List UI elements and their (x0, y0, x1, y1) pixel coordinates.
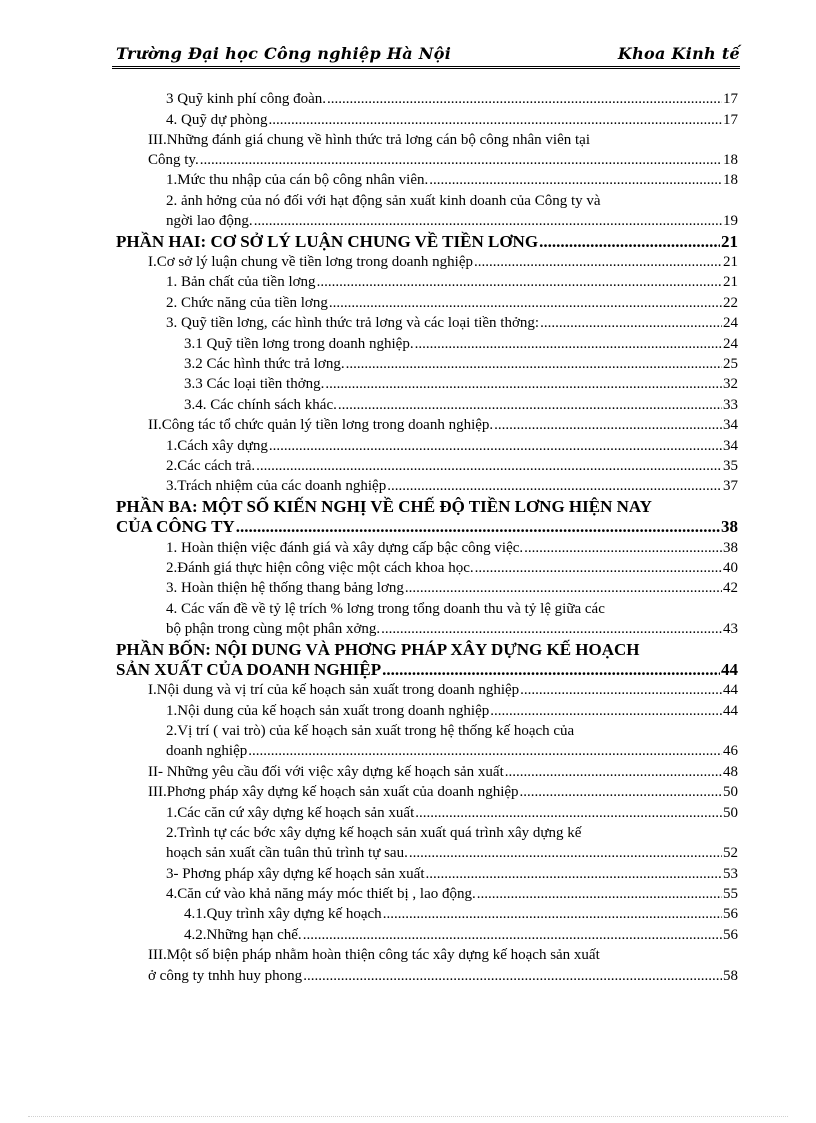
toc-entry-page: 34 (723, 417, 738, 433)
toc-entry-page: 35 (723, 458, 738, 474)
toc-leader-dots (303, 926, 722, 944)
toc-entry[interactable] (166, 804, 738, 822)
toc-entry[interactable] (166, 437, 738, 455)
toc-entry-page: 44 (723, 703, 738, 719)
toc-entry-page: 55 (723, 886, 738, 902)
toc-leader-dots (520, 681, 722, 699)
toc-leader-dots (540, 314, 722, 332)
toc-entry-title: doanh nghiệp (166, 743, 248, 759)
toc-entry-page: 17 (723, 91, 738, 107)
toc-entry[interactable] (166, 865, 738, 883)
toc-entry-line[interactable]: III.Những đánh giá chung về hình thức trả lơng cán bộ công nhân viên tại (148, 132, 590, 148)
toc-entry[interactable] (166, 559, 738, 577)
toc-entry[interactable] (148, 763, 738, 781)
toc-entry-page: 58 (723, 968, 738, 984)
toc-entry-title: 2.Đánh giá thực hiện công việc một cách khoa học. (166, 560, 474, 576)
toc-leader-dots (200, 151, 722, 169)
toc-part-page: 38 (721, 517, 738, 536)
toc-entry[interactable] (148, 967, 738, 985)
toc-leader-dots (381, 620, 722, 638)
toc-entry-title: ngời lao động. (166, 213, 253, 229)
toc-entry[interactable] (166, 90, 738, 108)
toc-entry[interactable] (166, 539, 738, 557)
toc-leader-dots (426, 865, 722, 883)
toc-leader-dots (474, 253, 722, 271)
toc-entry-page: 43 (723, 621, 738, 637)
toc-entry[interactable] (184, 355, 738, 373)
toc-entry[interactable] (166, 273, 738, 291)
toc-entry[interactable] (184, 375, 738, 393)
toc-part-title: SẢN XUẤT CỦA DOANH NGHIỆP (116, 660, 382, 679)
toc-part-page: 44 (721, 660, 738, 679)
toc-entry-title: 3.Trách nhiệm của các doanh nghiệp (166, 478, 387, 494)
toc-entry-page: 56 (723, 927, 738, 943)
toc-entry[interactable] (166, 885, 738, 903)
toc-leader-dots (494, 416, 722, 434)
toc-entry-title: 1.Cách xây dựng (166, 438, 268, 454)
toc-leader-dots (317, 273, 722, 291)
toc-entry-title: 1.Nội dung của kế hoạch sản xuất trong doanh nghiệp (166, 703, 490, 719)
toc-entry[interactable] (166, 579, 738, 597)
toc-entry-title: 4. Quỹ dự phòng (166, 112, 268, 128)
toc-leader-dots (415, 335, 722, 353)
toc-entry-page: 34 (723, 438, 738, 454)
toc-entry-title: I.Nội dung và vị trí của kế hoạch sản xuất trong doanh nghiệp (148, 682, 520, 698)
toc-entry-title: 3. Hoàn thiện hệ thống thang bảng lơng (166, 580, 404, 596)
toc-leader-dots (524, 539, 722, 557)
toc-leader-dots (520, 783, 722, 801)
toc-entry-title: 1.Các căn cứ xây dựng kế hoạch sản xuất (166, 805, 415, 821)
toc-entry-line[interactable]: 4. Các vấn đề về tỷ lệ trích % lơng trong tổng doanh thu và tỷ lệ giữa các (166, 601, 605, 617)
toc-leader-dots (490, 702, 722, 720)
toc-entry-page: 22 (723, 295, 738, 311)
toc-leader-dots (268, 111, 722, 129)
toc-entry-page: 48 (723, 764, 738, 780)
toc-entry-page: 33 (723, 397, 738, 413)
toc-entry[interactable] (148, 416, 738, 434)
toc-leader-dots (475, 559, 722, 577)
toc-part-heading[interactable] (116, 233, 738, 251)
toc-leader-dots (248, 742, 722, 760)
toc-entry-title: 1.Mức thu nhập của cán bộ công nhân viên. (166, 172, 429, 188)
toc-entry-page: 44 (723, 682, 738, 698)
toc-entry-page: 53 (723, 866, 738, 882)
toc-entry[interactable] (166, 742, 738, 760)
toc-entry-page: 50 (723, 805, 738, 821)
toc-entry[interactable] (166, 477, 738, 495)
toc-entry-title: 3. Quỹ tiền lơng, các hình thức trả lơng và các loại tiền thởng: (166, 315, 540, 331)
toc-entry-page: 18 (723, 172, 738, 188)
toc-leader-dots (329, 294, 722, 312)
toc-entry-title: II- Những yêu cầu đối với việc xây dựng kế hoạch sản xuất (148, 764, 504, 780)
toc-entry-line[interactable]: 2.Trình tự các bớc xây dựng kế hoạch sản xuất quá trình xây dựng kế (166, 825, 582, 841)
toc-entry-page: 24 (723, 315, 738, 331)
toc-part-heading[interactable] (116, 518, 738, 536)
toc-entry-page: 24 (723, 336, 738, 352)
toc-entry[interactable] (184, 335, 738, 353)
toc-entry-title: III.Phơng pháp xây dựng kế hoạch sản xuất của doanh nghiệp (148, 784, 519, 800)
page-bottom-divider (28, 1116, 788, 1118)
toc-entry[interactable] (166, 294, 738, 312)
toc-entry[interactable] (166, 314, 738, 332)
toc-leader-dots (303, 967, 722, 985)
toc-entry[interactable] (166, 171, 738, 189)
header-school-name: Trường Đại học Công nghiệp Hà Nội (116, 44, 452, 63)
toc-entry-title: 1. Hoàn thiện việc đánh giá và xây dựng cấp bậc công việc. (166, 540, 524, 556)
toc-entry-page: 21 (723, 254, 738, 270)
toc-leader-dots (409, 844, 722, 862)
toc-entry-page: 52 (723, 845, 738, 861)
toc-entry-page: 40 (723, 560, 738, 576)
toc-leader-dots (254, 212, 722, 230)
toc-entry-title: 3- Phơng pháp xây dựng kế hoạch sản xuất (166, 866, 425, 882)
toc-leader-dots (338, 396, 722, 414)
toc-entry-title: 4.1.Quy trình xây dựng kế hoạch (184, 906, 382, 922)
toc-entry-title: hoạch sản xuất cần tuân thủ trình tự sau. (166, 845, 408, 861)
toc-part-heading[interactable] (116, 661, 738, 679)
toc-entry[interactable] (148, 151, 738, 169)
toc-entry-title: 4.Căn cứ vào khả năng máy móc thiết bị , lao động. (166, 886, 476, 902)
toc-part-heading-line[interactable]: PHẦN BA: MỘT SỐ KIẾN NGHỊ VỀ CHẾ ĐỘ TIỀN LƠNG HIỆN NAY (116, 497, 652, 516)
toc-entry-page: 32 (723, 376, 738, 392)
toc-leader-dots (256, 457, 722, 475)
toc-leader-dots (405, 579, 722, 597)
toc-entry-page: 56 (723, 906, 738, 922)
toc-entry-page: 42 (723, 580, 738, 596)
toc-entry-title: Công ty. (148, 152, 199, 168)
toc-entry-title: 2.Các cách trả. (166, 458, 256, 474)
toc-entry[interactable] (148, 783, 738, 801)
toc-leader-dots (325, 375, 722, 393)
toc-leader-dots (383, 905, 722, 923)
toc-leader-dots (382, 661, 720, 679)
toc-entry-title: 3.3 Các loại tiền thởng. (184, 376, 325, 392)
toc-entry[interactable] (148, 681, 738, 699)
toc-entry[interactable] (148, 253, 738, 271)
toc-entry-page: 21 (723, 274, 738, 290)
toc-leader-dots (539, 233, 720, 251)
toc-entry-title: ở công ty tnhh huy phong (148, 968, 303, 984)
toc-entry-title: II.Công tác tổ chức quản lý tiền lơng trong doanh nghiệp. (148, 417, 494, 433)
toc-entry-page: 19 (723, 213, 738, 229)
toc-entry-title: 2. Chức năng của tiền lơng (166, 295, 328, 311)
toc-leader-dots (415, 804, 722, 822)
toc-entry[interactable] (184, 905, 738, 923)
toc-part-heading-line[interactable]: PHẦN BỐN: NỘI DUNG VÀ PHƠNG PHÁP XÂY DỰNG KẾ HOẠCH (116, 640, 640, 659)
toc-entry-page: 38 (723, 540, 738, 556)
toc-entry-title: 3 Quỹ kinh phí công đoàn. (166, 91, 326, 107)
toc-entry-title: 3.2 Các hình thức trả lơng. (184, 356, 345, 372)
toc-leader-dots (505, 763, 722, 781)
toc-entry-title: 3.4. Các chính sách khác. (184, 397, 337, 413)
toc-leader-dots (236, 518, 720, 536)
toc-entry-title: 4.2.Những hạn chế. (184, 927, 302, 943)
toc-leader-dots (327, 90, 722, 108)
toc-part-title: PHẦN HAI: CƠ SỞ LÝ LUẬN CHUNG VỀ TIỀN LƠNG (116, 232, 539, 251)
toc-leader-dots (387, 477, 722, 495)
toc-leader-dots (429, 171, 722, 189)
toc-part-page: 21 (721, 232, 738, 251)
toc-leader-dots (346, 355, 722, 373)
toc-entry-line[interactable]: 2.Vị trí ( vai trò) của kế hoạch sản xuất trong hệ thống kế hoạch của (166, 723, 575, 739)
toc-entry-page: 37 (723, 478, 738, 494)
toc-entry-line[interactable]: III.Một số biện pháp nhằm hoàn thiện công tác xây dựng kế hoạch sản xuất (148, 947, 600, 963)
toc-entry-title: bộ phận trong cùng một phân xởng. (166, 621, 381, 637)
toc-entry-title: I.Cơ sở lý luận chung về tiền lơng trong doanh nghiệp (148, 254, 473, 270)
toc-entry-line[interactable]: 2. ảnh hởng của nó đối với hạt động sản xuất kinh doanh của Công ty và (166, 193, 601, 209)
toc-entry-title: 3.1 Quỹ tiền lơng trong doanh nghiệp. (184, 336, 414, 352)
toc-entry-page: 17 (723, 112, 738, 128)
toc-part-title: CỦA CÔNG TY (116, 517, 235, 536)
toc-entry-page: 50 (723, 784, 738, 800)
toc-entry[interactable] (184, 926, 738, 944)
toc-leader-dots (269, 437, 722, 455)
toc-entry[interactable] (184, 396, 738, 414)
toc-entry-page: 46 (723, 743, 738, 759)
toc-entry[interactable] (166, 702, 738, 720)
toc-entry[interactable] (166, 844, 738, 862)
header-faculty-name: Khoa Kinh tế (617, 44, 740, 63)
toc-entry-page: 18 (723, 152, 738, 168)
toc-entry-title: 1. Bản chất của tiền lơng (166, 274, 316, 290)
toc-entry[interactable] (166, 111, 738, 129)
toc-entry[interactable] (166, 457, 738, 475)
toc-entry[interactable] (166, 212, 738, 230)
toc-leader-dots (477, 885, 722, 903)
toc-entry[interactable] (166, 620, 738, 638)
toc-entry-page: 25 (723, 356, 738, 372)
